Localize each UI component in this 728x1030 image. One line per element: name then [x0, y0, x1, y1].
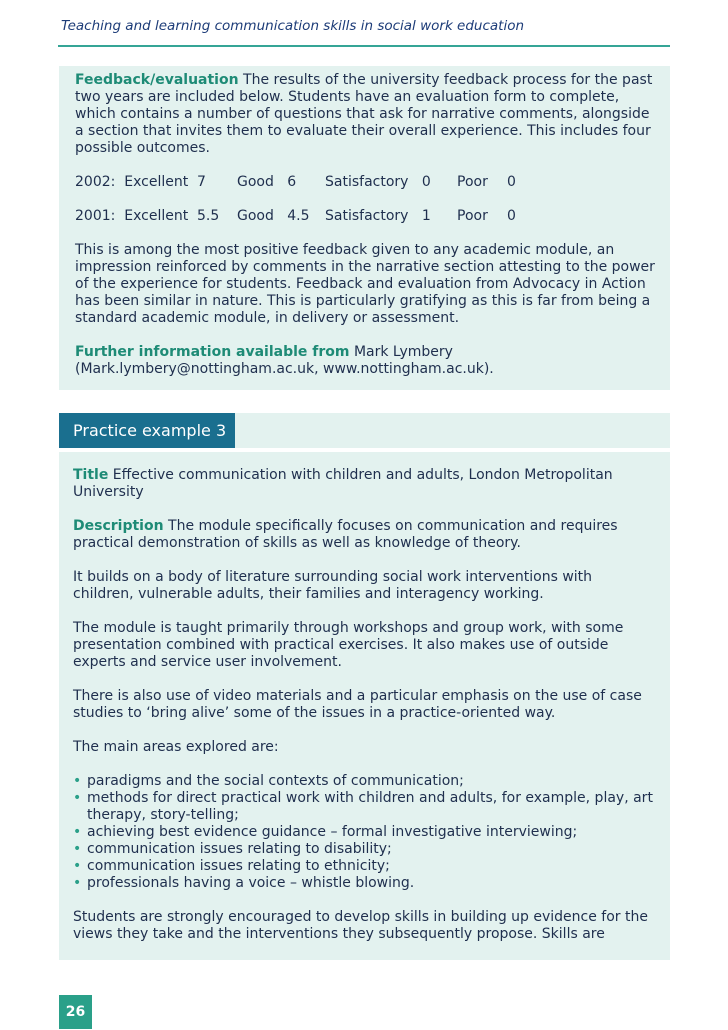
rating-year-excellent-label: 2001: Excellent: [75, 208, 189, 224]
description-label: Description: [73, 518, 164, 534]
practice-title: [73, 467, 656, 501]
page-number: 26: [59, 995, 92, 1029]
feedback-heading: Feedback/evaluation: [75, 72, 239, 88]
practice-example-tab: Practice example 3: [59, 413, 235, 448]
description-text: The module specifically focuses on communication and requires practical demonstration of skills as well as knowledge of theory.: [73, 518, 618, 551]
rating-row-2001: [75, 208, 656, 225]
paragraph-closing: Students are strongly encouraged to develop skills in building up evidence for the views they take and the interventions they subsequently propose. Skills are: [73, 909, 648, 942]
rating-excellent-value: 7: [197, 174, 206, 190]
rating-poor-value: 0: [507, 208, 516, 224]
list-item: • communication issues relating to ethnicity;: [73, 858, 656, 875]
list-item: • paradigms and the social contexts of communication;: [73, 773, 656, 790]
paragraph-main-areas: The main areas explored are:: [73, 739, 279, 755]
title-text: Effective communication with children and adults, London Metropolitan University: [73, 467, 613, 500]
list-item: • professionals having a voice – whistle blowing.: [73, 875, 656, 892]
paragraph-video: There is also use of video materials and a particular emphasis on the use of case studies to ‘bring alive’ some of the issues in a practice-oriented way.: [73, 688, 642, 721]
feedback-intro: [75, 72, 656, 157]
rating-satisfactory: Satisfactory 1: [325, 208, 431, 224]
feedback-intro-text: The results of the university feedback process for the past two years are included below. Students have an evaluation form to complete, which contains a number of questions that ask for narrative comments, alongside a section that invites them to evaluate their overall experience. This includes four possible outcomes.: [75, 72, 653, 156]
rating-poor-value: 0: [507, 174, 516, 190]
further-text: Mark Lymbery (Mark.lymbery@nottingham.ac.uk, www.nottingham.ac.uk).: [75, 344, 494, 377]
list-item: • methods for direct practical work with children and adults, for example, play, art therapy, story-telling;: [73, 790, 656, 824]
title-label: Title: [73, 467, 109, 483]
tab-gap: [59, 448, 670, 452]
practice-example-box: [59, 413, 670, 960]
paragraph-literature: It builds on a body of literature surrounding social work interventions with children, vulnerable adults, their families and interagency working.: [73, 569, 593, 602]
rating-poor-label: Poor: [457, 174, 488, 190]
practice-description: [73, 518, 656, 552]
header-rule: [58, 45, 670, 47]
list-item: • communication issues relating to disability;: [73, 841, 656, 858]
list-item: • achieving best evidence guidance – formal investigative interviewing;: [73, 824, 656, 841]
further-heading: Further information available from: [75, 344, 350, 360]
feedback-box: [59, 66, 670, 390]
paragraph-teaching: The module is taught primarily through workshops and group work, with some presentation combined with practical exercises. It also makes use of outside experts and service user involvement.: [73, 620, 624, 670]
rating-year-excellent-label: 2002: Excellent: [75, 174, 189, 190]
rating-satisfactory: Satisfactory 0: [325, 174, 431, 190]
rating-good: Good 4.5: [237, 208, 310, 224]
running-header: Teaching and learning communication skills in social work education: [61, 18, 525, 34]
rating-good: Good 6: [237, 174, 297, 190]
feedback-summary: This is among the most positive feedback given to any academic module, an impression reinforced by comments in the narrative section attesting to the power of the experience for students. Feedback and evaluation from Advocacy in Action has been similar in nature. This is particularly gratifying as this is far from being a standard academic module, in delivery or assessment.: [75, 242, 655, 326]
further-information: [75, 344, 656, 378]
rating-excellent-value: 5.5: [197, 208, 220, 224]
rating-poor-label: Poor: [457, 208, 488, 224]
rating-row-2002: [75, 174, 656, 191]
areas-list: [73, 773, 656, 892]
